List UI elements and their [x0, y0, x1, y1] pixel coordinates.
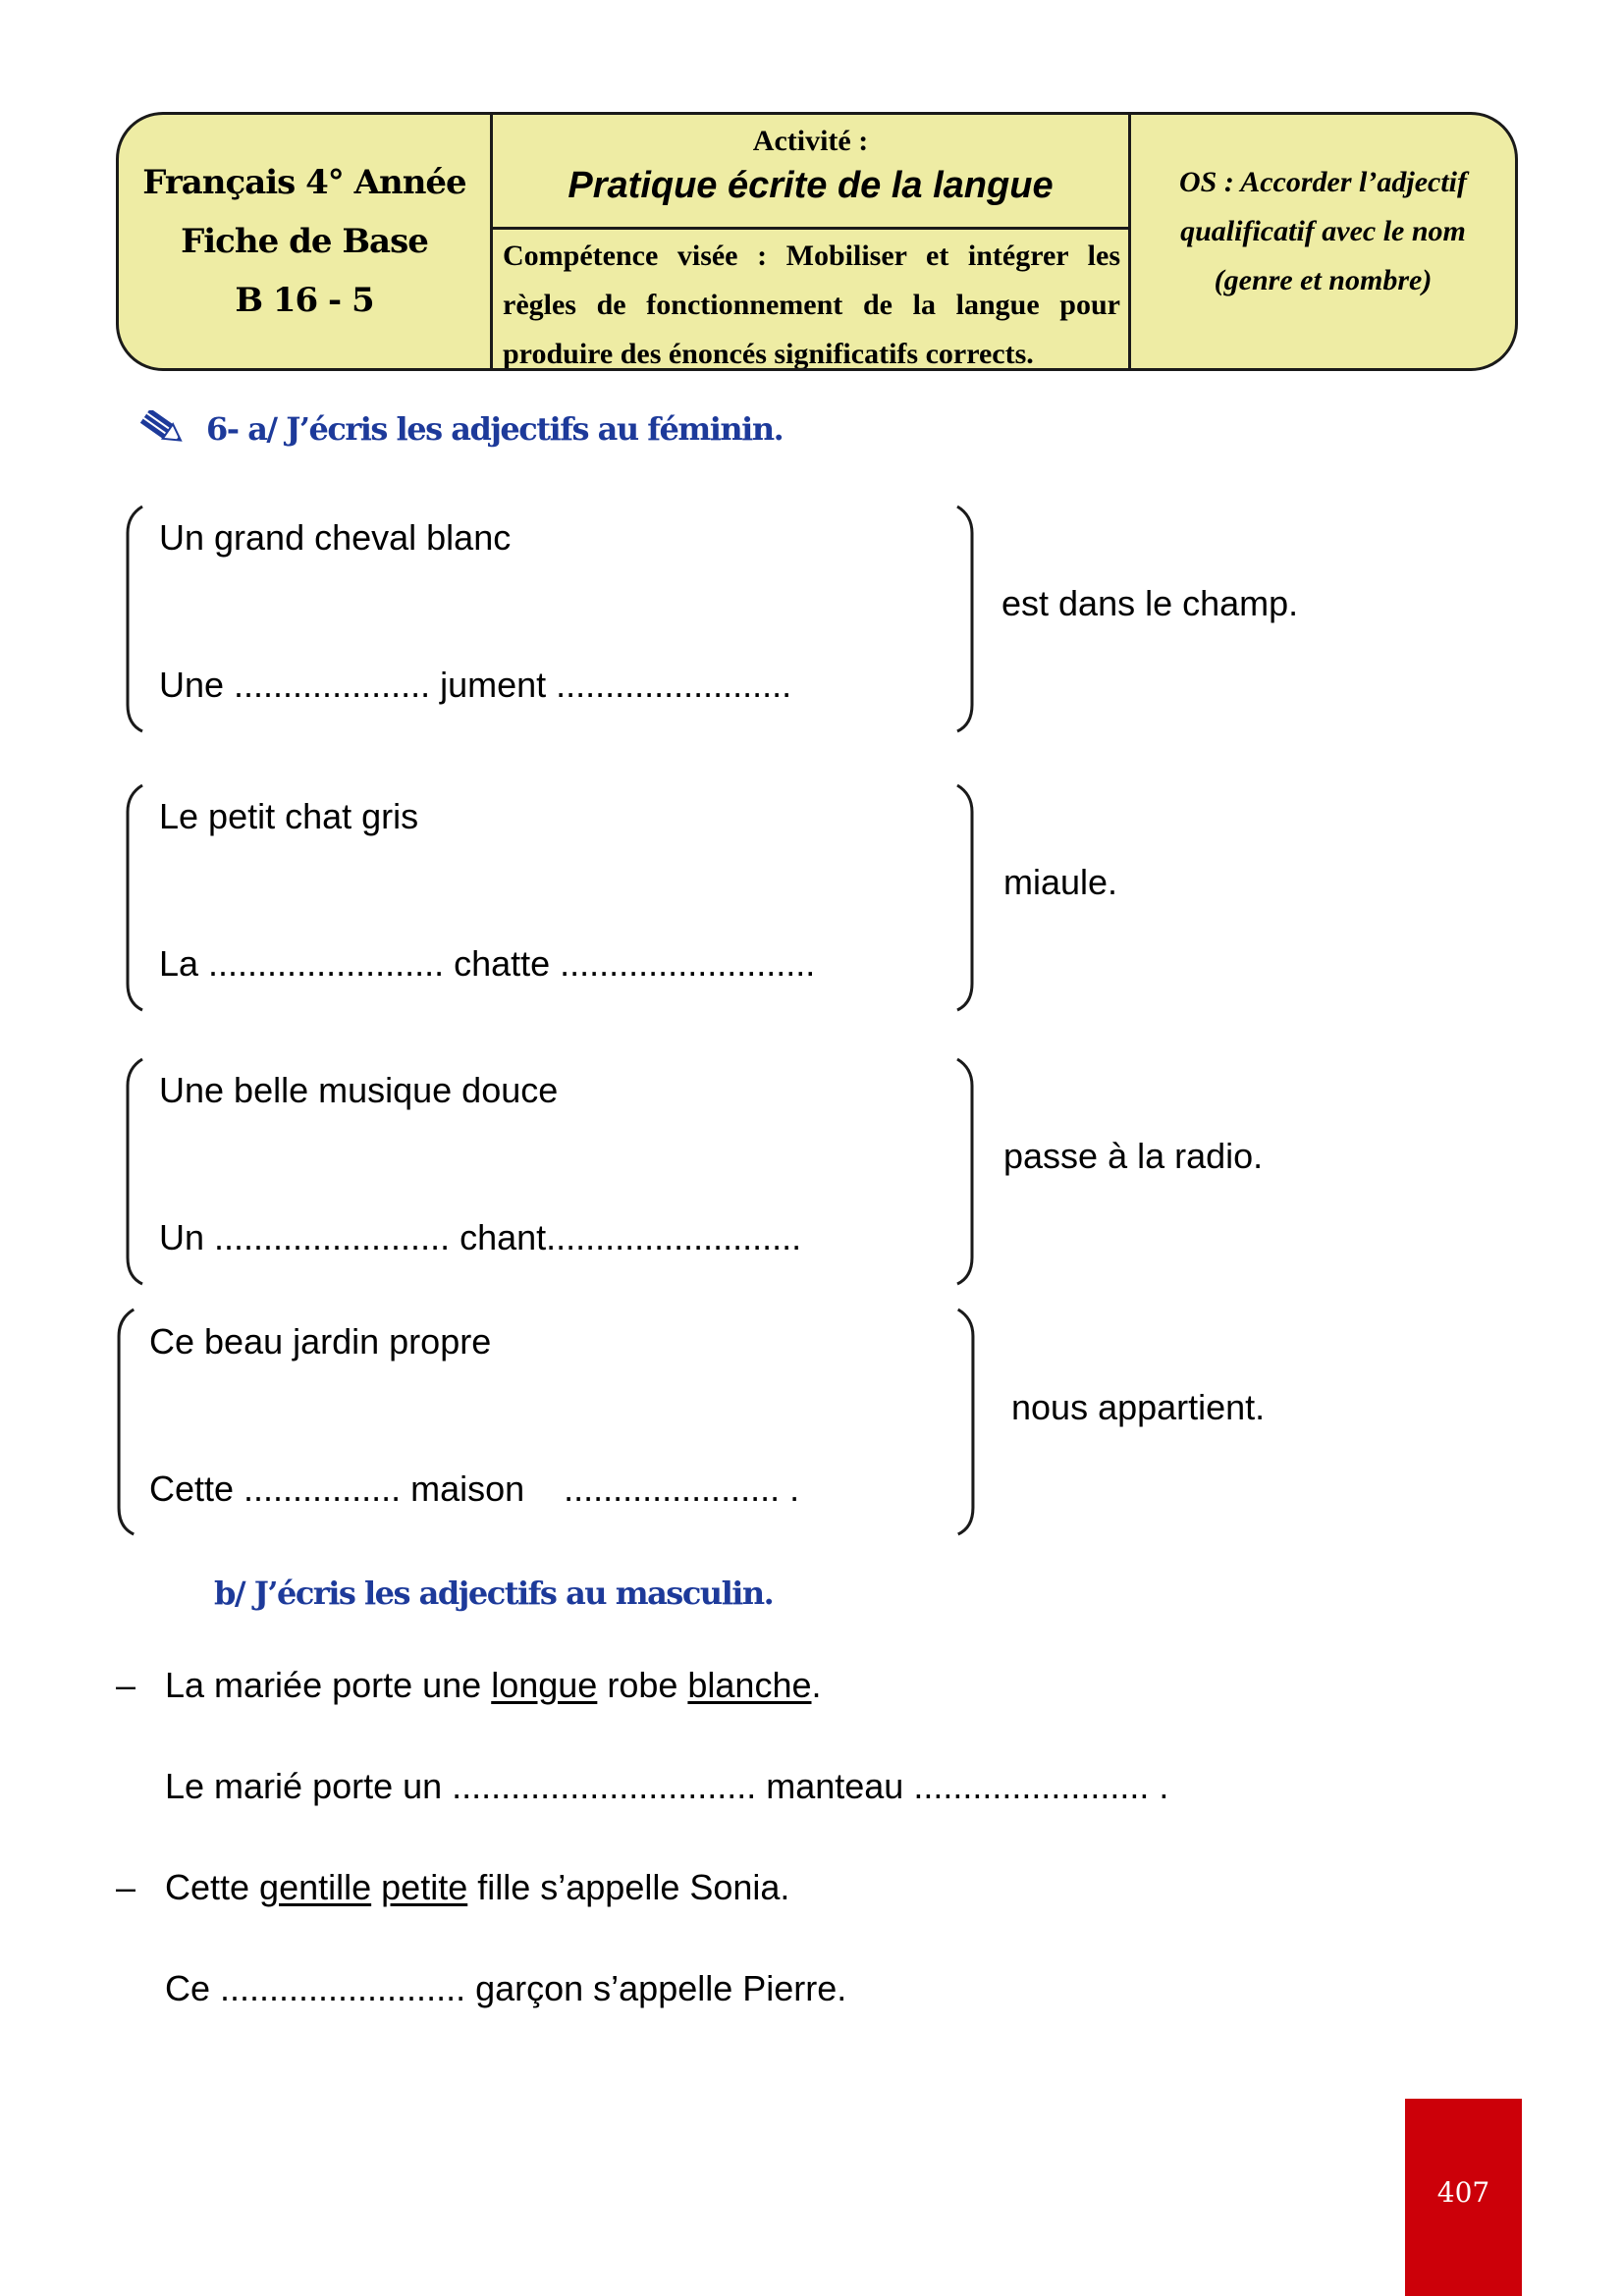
- model-phrase: Un grand cheval blanc: [159, 517, 512, 558]
- objective-line-1: OS : Accorder l’adjectif: [1179, 166, 1467, 198]
- text-part: .: [811, 1665, 822, 1705]
- fill-in-blank[interactable]: Cette ................ maison ...................... .: [149, 1468, 800, 1509]
- subject-sheet-type: Fiche de Base: [181, 222, 428, 261]
- model-sentence: [165, 1665, 822, 1706]
- bullet-dash: –: [116, 1665, 136, 1705]
- underlined-adjective: blanche: [687, 1665, 812, 1705]
- objective-line-3: (genre et nombre): [1214, 264, 1433, 296]
- model-sentence: [165, 1867, 789, 1908]
- predicate-text: miaule.: [1003, 862, 1118, 902]
- underlined-adjective: petite: [381, 1867, 468, 1907]
- text-part: fille s’appelle Sonia.: [467, 1867, 790, 1907]
- predicate-text: est dans le champ.: [1001, 583, 1299, 623]
- model-phrase: Le petit chat gris: [159, 796, 419, 836]
- exercise-b-title: b/ J’écris les adjectifs au masculin.: [214, 1575, 774, 1612]
- underlined-adjective: longue: [491, 1665, 598, 1705]
- subject-code: B 16 - 5: [235, 281, 374, 320]
- text-part: [371, 1867, 381, 1907]
- underlined-adjective: gentille: [259, 1867, 372, 1907]
- page-number: 407: [1436, 2176, 1490, 2209]
- pencil-icon: [139, 410, 187, 446]
- subject-grade: Français 4° Année: [142, 163, 466, 202]
- page-number-badge: [1405, 2099, 1522, 2296]
- text-part: La mariée porte une: [165, 1665, 492, 1705]
- predicate-text: passe à la radio.: [1003, 1136, 1264, 1176]
- model-phrase: Une belle musique douce: [159, 1070, 559, 1110]
- subject-cell: [119, 115, 493, 368]
- fill-in-blank[interactable]: Une .................... jument ........................: [159, 665, 792, 705]
- objective-cell: [1131, 115, 1515, 368]
- predicate-text: nous appartient.: [1011, 1387, 1266, 1427]
- activity-label: Activité :: [752, 125, 869, 157]
- text-part: robe: [597, 1665, 688, 1705]
- fill-in-blank[interactable]: La ........................ chatte ..........................: [159, 943, 816, 984]
- fill-in-blank[interactable]: Ce ......................... garçon s’appelle Pierre.: [165, 1968, 847, 2008]
- exercise-a-title: 6- a/ J’écris les adjectifs au féminin.: [206, 410, 784, 448]
- objective-line-2: qualificatif avec le nom: [1180, 215, 1466, 247]
- competence-text: Compétence visée : Mobiliser et intégrer les règles de fonctionnement de la langue pour produire des énoncés significatifs corrects.: [503, 240, 1120, 370]
- activity-cell: [493, 115, 1131, 368]
- model-phrase: Ce beau jardin propre: [149, 1321, 492, 1362]
- fill-in-blank[interactable]: Le marié porte un ............................... manteau ........................ .: [165, 1766, 1169, 1806]
- bullet-dash: –: [116, 1867, 136, 1907]
- worksheet-header: [116, 112, 1518, 371]
- fill-in-blank[interactable]: Un ........................ chant..........................: [159, 1217, 802, 1257]
- activity-title: Pratique écrite de la langue: [568, 165, 1054, 206]
- text-part: Cette: [165, 1867, 260, 1907]
